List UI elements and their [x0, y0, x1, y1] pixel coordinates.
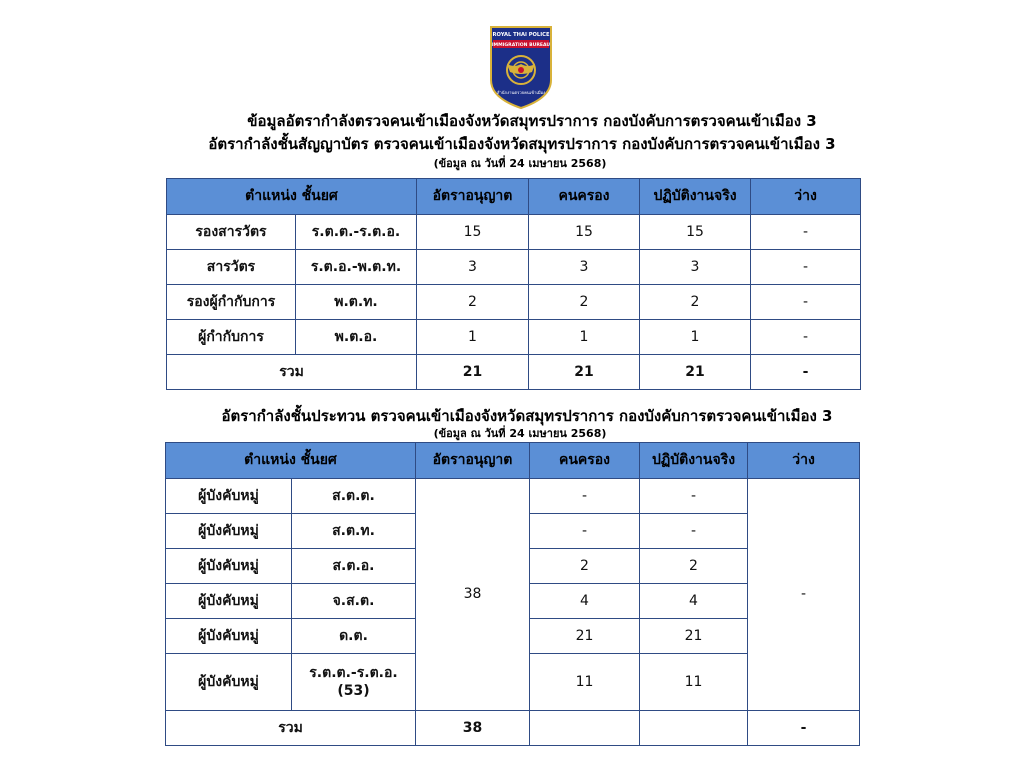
authorized-cell: 15 [417, 215, 529, 250]
non-commissioned-officers-table [165, 442, 860, 746]
total-actual: 21 [640, 355, 751, 390]
rank-cell: ด.ต. [292, 619, 416, 654]
vacant-merged-cell: - [748, 479, 860, 711]
occupied-cell: 4 [530, 584, 640, 619]
position-cell: รองผู้กำกับการ [167, 285, 296, 320]
actual-cell: 11 [640, 654, 748, 711]
rank-cell: พ.ต.อ. [296, 320, 417, 355]
commissioned-officers-table [166, 178, 861, 390]
date-note-1: (ข้อมูล ณ วันที่ 24 เมษายน 2568) [433, 157, 607, 170]
col-header-actual: ปฏิบัติงานจริง [640, 179, 751, 215]
col-header-vacant: ว่าง [748, 443, 860, 479]
total-authorized: 21 [417, 355, 529, 390]
rank-cell: ร.ต.อ.-พ.ต.ท. [296, 250, 417, 285]
col-header-vacant: ว่าง [751, 179, 861, 215]
position-cell: ผู้บังคับหมู่ [166, 514, 292, 549]
main-title: ข้อมูลอัตรากำลังตรวจคนเข้าเมืองจังหวัดสมุทรปราการ กองบังคับการตรวจคนเข้าเมือง 3 [247, 112, 817, 130]
actual-cell: - [640, 514, 748, 549]
authorized-cell: 1 [417, 320, 529, 355]
table-header-row [166, 443, 860, 479]
commissioned-section-title: อัตรากำลังชั้นสัญญาบัตร ตรวจคนเข้าเมืองจังหวัดสมุทรปราการ กองบังคับการตรวจคนเข้าเมือง 3 [208, 135, 836, 153]
actual-cell: 21 [640, 619, 748, 654]
actual-cell: 1 [640, 320, 751, 355]
occupied-cell: 2 [529, 285, 640, 320]
rank-cell: ส.ต.ต. [292, 479, 416, 514]
non-commissioned-section-title: อัตรากำลังชั้นประทวน ตรวจคนเข้าเมืองจังหวัดสมุทรปราการ กองบังคับการตรวจคนเข้าเมือง 3 [221, 407, 833, 425]
actual-cell: - [640, 479, 748, 514]
col-header-occupied: คนครอง [529, 179, 640, 215]
table-row [167, 250, 861, 285]
position-cell: ผู้บังคับหมู่ [166, 549, 292, 584]
position-cell: ผู้บังคับหมู่ [166, 479, 292, 514]
authorized-cell: 2 [417, 285, 529, 320]
occupied-cell: 3 [529, 250, 640, 285]
rank-cell: ส.ต.ท. [292, 514, 416, 549]
total-label: รวม [167, 355, 417, 390]
table-row [167, 215, 861, 250]
col-header-occupied: คนครอง [530, 443, 640, 479]
position-cell: รองสารวัตร [167, 215, 296, 250]
actual-cell: 15 [640, 215, 751, 250]
vacant-cell: - [751, 320, 861, 355]
col-header-position-rank: ตำแหน่ง ชั้นยศ [167, 179, 417, 215]
vacant-cell: - [751, 250, 861, 285]
table-row [167, 320, 861, 355]
authorized-merged-cell: 38 [416, 479, 530, 711]
total-vacant: - [751, 355, 861, 390]
position-cell: ผู้บังคับหมู่ [166, 584, 292, 619]
occupied-cell: 11 [530, 654, 640, 711]
total-label: รวม [166, 711, 416, 746]
position-cell: ผู้กำกับการ [167, 320, 296, 355]
total-occupied: 21 [529, 355, 640, 390]
actual-cell: 3 [640, 250, 751, 285]
total-vacant: - [748, 711, 860, 746]
occupied-cell: - [530, 479, 640, 514]
actual-cell: 2 [640, 549, 748, 584]
actual-cell: 4 [640, 584, 748, 619]
rank-cell: จ.ส.ต. [292, 584, 416, 619]
vacant-cell: - [751, 215, 861, 250]
rank-cell: ส.ต.อ. [292, 549, 416, 584]
position-cell: สารวัตร [167, 250, 296, 285]
table-row [166, 479, 860, 514]
rank-cell: ร.ต.ต.-ร.ต.อ. [296, 215, 417, 250]
position-cell: ผู้บังคับหมู่ [166, 619, 292, 654]
occupied-cell: 15 [529, 215, 640, 250]
table-header-row [167, 179, 861, 215]
rank-cell: พ.ต.ท. [296, 285, 417, 320]
table-total-row [167, 355, 861, 390]
occupied-cell: 21 [530, 619, 640, 654]
occupied-cell: - [530, 514, 640, 549]
table-total-row [166, 711, 860, 746]
royal-thai-police-immigration-logo [488, 24, 554, 110]
table-row [167, 285, 861, 320]
total-actual [640, 711, 748, 746]
vacant-cell: - [751, 285, 861, 320]
occupied-cell: 2 [530, 549, 640, 584]
position-cell: ผู้บังคับหมู่ [166, 654, 292, 711]
col-header-actual: ปฏิบัติงานจริง [640, 443, 748, 479]
rank-cell: ร.ต.ต.-ร.ต.อ. (53) [292, 654, 416, 711]
date-note-2: (ข้อมูล ณ วันที่ 24 เมษายน 2568) [433, 427, 607, 440]
col-header-authorized: อัตราอนุญาต [416, 443, 530, 479]
actual-cell: 2 [640, 285, 751, 320]
logo-top-text: ROYAL THAI POLICE [492, 32, 550, 38]
authorized-cell: 3 [417, 250, 529, 285]
logo-bottom-text: สำนักงานตรวจคนเข้าเมือง [496, 90, 546, 95]
logo-band-text: IMMIGRATION BUREAU [491, 43, 551, 48]
total-occupied [530, 711, 640, 746]
col-header-position-rank: ตำแหน่ง ชั้นยศ [166, 443, 416, 479]
total-authorized: 38 [416, 711, 530, 746]
occupied-cell: 1 [529, 320, 640, 355]
col-header-authorized: อัตราอนุญาต [417, 179, 529, 215]
